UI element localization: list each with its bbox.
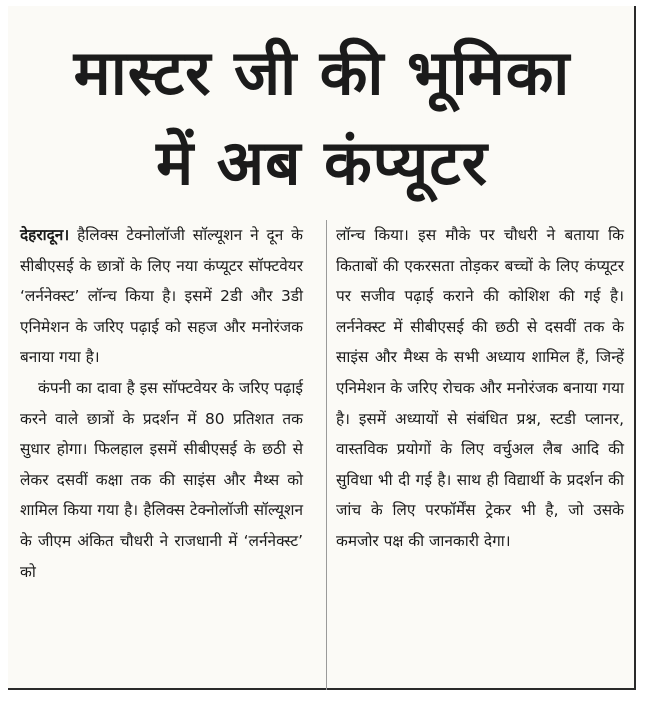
article-paragraph: लॉन्च किया। इस मौके पर चौधरी ने बताया कि किताबों की एकरसता तोड़कर बच्चों के लिए कंप्यूटर पर सजीव पढ़ाई कराने की कोशिश की गई है। लर्ननेक्स्ट में सीबीएसई की छठी से दसवीं तक के साइंस और मैथ्स के सभी अध्याय शामिल हैं, जिन्हें एनिमेशन के जरिए रोचक और मनोरंजक बनाया गया है। इसमें अध्यायों से संबंधित प्रश्न, स्टडी प्लानर, वास्तविक प्रयोगों के लिए वर्चुअल लैब आदि की सुविधा भी दी गई है। साथ ही विद्यार्थी के प्रदर्शन की जांच के लिए परफॉर्मेंस ट्रेकर भी है, जो उसके कमजोर पक्ष की जानकारी देगा।	[336, 226, 624, 550]
article-column-left	[20, 220, 303, 587]
article-column-right	[336, 220, 624, 557]
headline-line-2: में अब कंप्यूटर	[156, 126, 488, 199]
newspaper-clipping	[8, 6, 636, 690]
paragraph-text: हैलिक्स टेक्नोलॉजी सॉल्यूशन ने दून के सीबीएसई के छात्रों के लिए नया कंप्यूटर सॉफ्टवेयर ‘लर्ननेक्स्ट’ लॉन्च किया है। इसमें 2डी और 3डी एनिमेशन के जरिए पढ़ाई को सहज और मनोरंजक बनाया गया है।	[20, 226, 303, 367]
article-paragraph: कंपनी का दावा है इस सॉफ्टवेयर के जरिए पढ़ाई करने वाले छात्रों के प्रदर्शन में 80 प्रतिशत तक सुधार होगा। फिलहाल इसमें सीबीएसई के छठी से लेकर दसवीं कक्षा तक की साइंस और मैथ्स को शामिल किया गया है। हैलिक्स टेक्नोलॉजी सॉल्यूशन के जीएम अंकित चौधरी ने राजधानी में ‘लर्ननेक्स्ट’ को	[20, 378, 303, 581]
column-divider	[326, 220, 327, 690]
headline-line-1: मास्टर जी की भूमिका	[73, 36, 571, 109]
article-paragraph	[20, 220, 303, 373]
dateline: देहरादून।	[20, 226, 70, 244]
